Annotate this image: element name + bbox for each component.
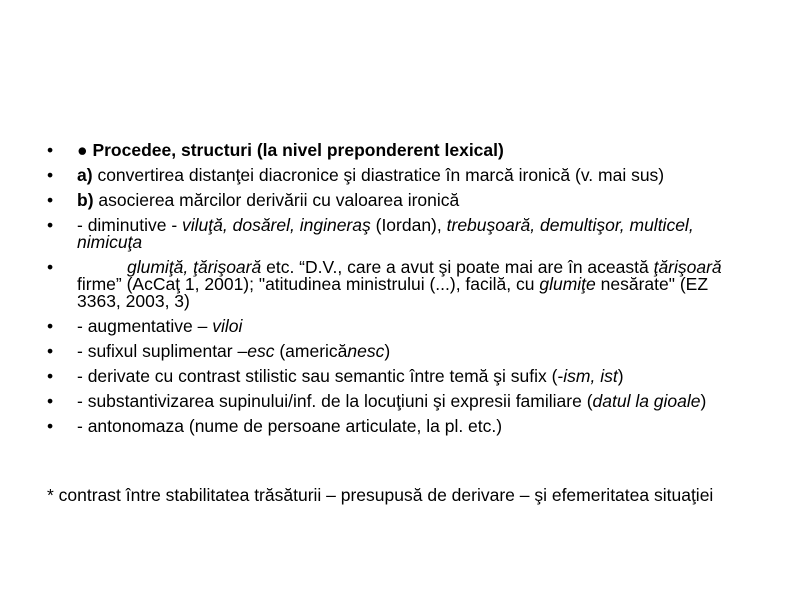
- bullet-icon: •: [47, 341, 54, 361]
- item-label-b: b): [77, 190, 94, 210]
- bullet-icon: •: [47, 140, 54, 160]
- list-item-quote: [47, 259, 747, 310]
- diminutive-prefix: - diminutive -: [77, 215, 183, 235]
- bullet-icon: •: [47, 316, 54, 336]
- diminutive-examples-1: viluţă, dosărel, ingineraş: [182, 215, 371, 235]
- quote-text-1: etc. “D.V., care a avut şi poate mai are în această: [261, 257, 654, 277]
- diminutive-examples-2: trebuşoară, demultişor, multicel, nimicuţa: [77, 215, 694, 252]
- suffix-text-3: ): [384, 341, 391, 361]
- quote-word-2: glumiţe: [539, 274, 596, 294]
- filled-circle-icon: ●: [77, 140, 88, 160]
- bullet-icon: •: [47, 190, 54, 210]
- quote-text-3: nesărate" (EZ 3363, 2003, 3): [77, 274, 709, 311]
- substantive-text-2: ): [700, 391, 707, 411]
- derivatives-text: - derivate cu contrast stilistic sau semantic între temă şi sufix (-: [77, 366, 564, 386]
- quote-word-1: ţărişoară: [653, 257, 722, 277]
- derivatives-text-2: ): [617, 366, 624, 386]
- suffix-word-b: nesc: [347, 341, 385, 361]
- list-item-a: [47, 167, 747, 184]
- list-item-antonomasia: [47, 418, 747, 435]
- list-item-heading: [47, 142, 747, 159]
- antonomasia-text: - antonomaza (nume de persoane articulate, la pl. etc.): [77, 416, 503, 436]
- substantive-text: - substantivizarea supinului/inf. de la locuţiuni şi expresii familiare (: [77, 391, 593, 411]
- suffix-esc: esc: [247, 341, 275, 361]
- quote-examples: glumiţă, ţărişoară: [127, 257, 262, 277]
- diminutive-mid: (Iordan),: [370, 215, 447, 235]
- bullet-icon: •: [47, 416, 54, 436]
- bullet-icon: •: [47, 165, 54, 185]
- list-item-augmentative: [47, 318, 747, 335]
- list-item-suffix: [47, 343, 747, 360]
- bullet-icon: •: [47, 391, 54, 411]
- item-text-a: convertirea distanţei diacronice şi diastratice în marcă ironică (v. mai sus): [97, 165, 665, 185]
- bullet-icon: •: [47, 366, 54, 386]
- suffix-word-a: americă: [285, 341, 348, 361]
- quote-text-2: firme” (AcCaţ 1, 2001); "atitudinea ministrului (...), facilă, cu: [77, 274, 540, 294]
- list-item-derivatives: [47, 368, 747, 385]
- list-item-substantive: [47, 393, 747, 410]
- footnote: * contrast între stabilitatea trăsăturii – presupusă de derivare – şi efemeritatea situaţiei: [47, 485, 714, 505]
- list-item-diminutive: [47, 217, 747, 251]
- list-item-b: [47, 192, 747, 209]
- bullet-list: [47, 142, 747, 443]
- bullet-icon: •: [47, 215, 54, 235]
- substantive-example: datul la gioale: [592, 391, 701, 411]
- augmentative-text: - augmentative –: [77, 316, 213, 336]
- bullet-icon: •: [47, 257, 54, 277]
- item-label-a: a): [77, 165, 93, 185]
- augmentative-example: viloi: [212, 316, 243, 336]
- suffix-text-2: (: [274, 341, 286, 361]
- suffix-text: - sufixul suplimentar –: [77, 341, 248, 361]
- heading-text: Procedee, structuri (la nivel preponderent lexical): [92, 140, 504, 160]
- derivatives-examples: ism, ist: [563, 366, 618, 386]
- item-text-b: asocierea mărcilor derivării cu valoarea ironică: [98, 190, 460, 210]
